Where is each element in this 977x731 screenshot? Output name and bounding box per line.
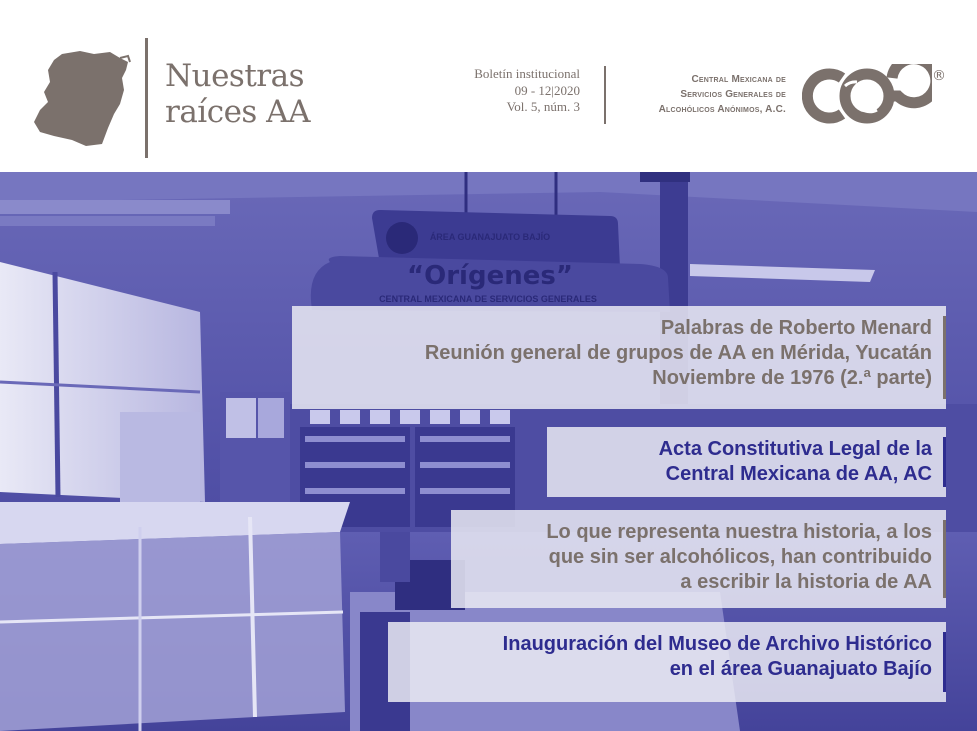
guanajuato-map-logo (32, 48, 132, 148)
article-inauguracion-museo[interactable] (388, 622, 946, 702)
header-divider-1 (145, 38, 148, 158)
org-line1: Central Mexicana de (691, 74, 786, 85)
organization-name (624, 72, 786, 117)
bulletin-title-line2: raíces AA (165, 94, 310, 130)
bulletin-type: Boletín institucional (474, 66, 580, 81)
bulletin-info (474, 66, 580, 116)
article-4-line-2: en el área Guanajuato Bajío (669, 658, 932, 680)
org-line2: Servicios Generales de (680, 89, 786, 100)
sign-top-text: ÁREA GUANAJUATO BAJÍO (429, 232, 551, 242)
article-roberto-menard[interactable] (292, 306, 946, 409)
bulletin-title (165, 58, 310, 130)
article-3-accent-bar (943, 520, 946, 598)
bulletin-date: 09 - 12|2020 (514, 82, 580, 98)
article-2-line-1: Acta Constitutiva Legal de la (658, 438, 932, 460)
header-divider-2 (604, 66, 606, 124)
article-1-line-2: Reunión general de grupos de AA en Mérida, Yucatán (424, 342, 932, 364)
csg-logo (802, 64, 932, 128)
org-line3: Alcohólicos Anónimos, A.C. (658, 104, 786, 115)
article-1-accent-bar (943, 316, 946, 399)
bulletin-title-line1: Nuestras (165, 58, 305, 94)
article-acta-constitutiva[interactable] (547, 427, 946, 497)
article-nuestra-historia[interactable] (451, 510, 946, 608)
sign-subtext: CENTRAL MEXICANA DE SERVICIOS GENERALES (379, 294, 597, 304)
article-4-line-1: Inauguración del Museo de Archivo Histórico (502, 633, 932, 655)
article-3-line-3: a escribir la historia de AA (680, 571, 932, 593)
page-header (0, 0, 977, 172)
article-3-line-2: que sin ser alcohólicos, han contribuido (548, 546, 932, 568)
registered-mark: ® (932, 68, 946, 84)
article-3-line-1: Lo que representa nuestra historia, a los (546, 521, 932, 543)
article-1-line-1: Palabras de Roberto Menard (660, 317, 932, 339)
article-2-accent-bar (943, 437, 946, 487)
article-1-line-3: Noviembre de 1976 (2.ª parte) (652, 367, 932, 389)
article-2-line-2: Central Mexicana de AA, AC (665, 463, 932, 485)
bulletin-volume: Vol. 5, núm. 3 (506, 99, 580, 114)
sign-title: “Orígenes” (407, 261, 573, 291)
article-4-accent-bar (943, 632, 946, 692)
